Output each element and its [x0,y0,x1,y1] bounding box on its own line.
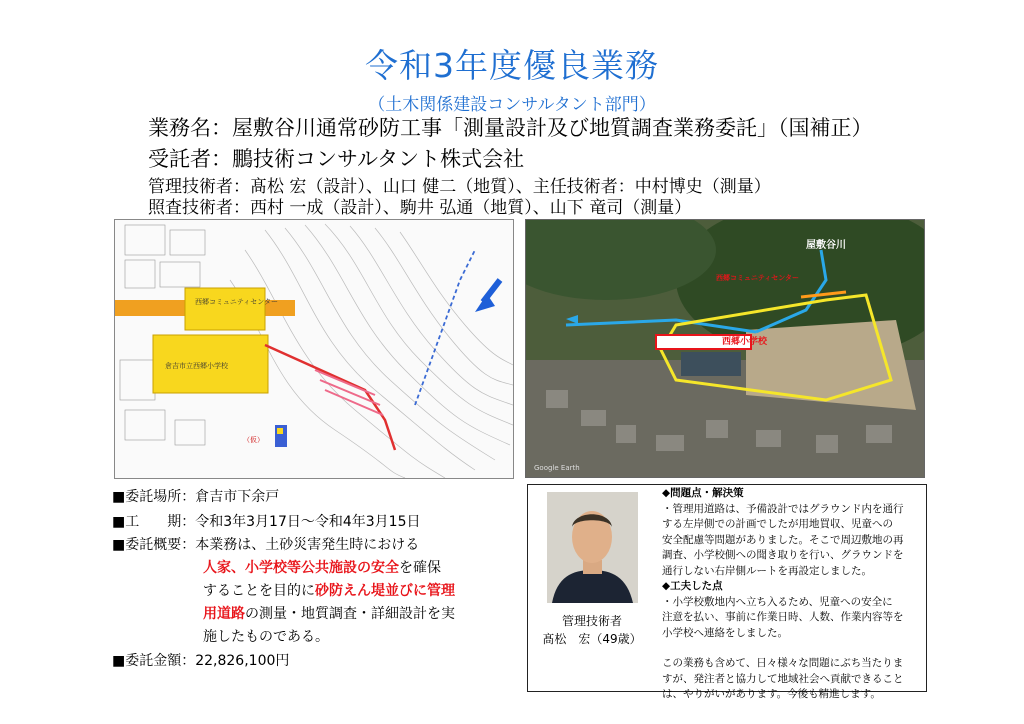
problems-line: する左岸側での計画でしたが用地買収、児童への [662,518,893,530]
overview-highlight-safety: 人家、小学校等公共施設の安全 [203,560,399,576]
map-label-school: 倉吉市立西郷小学校 [165,362,228,370]
aerial-label-river: 屋敷谷川 [806,240,846,251]
checkers: 照査技術者：西村 一成（設計）、駒井 弘通（地質）、山下 竜司（測量） [148,198,692,218]
panel-text [662,486,924,703]
ideas-line: 小学校へ連絡をしました。 [662,626,788,639]
aerial-photo [525,219,925,478]
overview-text-tail2: を確保 [399,560,441,576]
info-amount: ■委託金額：22,826,100円 [112,653,290,669]
overview-text-tail4: の測量・地質調査・詳細設計を実 [245,606,455,622]
closing-line: すが、発注者と協力して地域社会へ貢献できること [662,672,904,685]
site-plan-map [114,219,514,479]
map-label-plan: （仮） [243,436,264,444]
problems-line: 安全配慮等問題がありました。そこで周辺敷地の再 [662,533,904,546]
managers: 管理技術者：髙松 宏（設計）、山口 健二（地質）、主任技術者：中村博史（測量） [148,177,771,197]
closing-line: は、やりがいがあります。今後も精進します。 [662,688,881,700]
info-overview-line4 [203,603,455,623]
caption-role: 管理技術者 [561,614,622,628]
page-title: 令和3年度優良業務 [365,46,659,85]
page-subtitle: （土木関係建設コンサルタント部門） [368,95,656,115]
problems-line: 調査、小学校側への聞き取りを行い、グラウンドを [662,549,904,561]
info-period: ■工 期：令和3年3月17日～令和4年3月15日 [112,514,421,530]
overview-text-head3: することを目的に [203,583,315,599]
aerial-label-center: 西郷コミュニティセンター [716,274,800,282]
aerial-label-school: 西郷小学校 [722,337,768,347]
project-name: 業務名：屋敷谷川通常砂防工事「測量設計及び地質調査業務委託」（国補正） [148,116,873,140]
ideas-line: ・小学校敷地内へ立ち入るため、児童への安全に [662,595,893,608]
info-overview-line3 [203,580,455,600]
heading-ideas: ◆工夫した点 [662,580,723,592]
closing-line: この業務も含めて、日々様々な問題にぶち当たりま [662,657,904,669]
info-overview-line5: 施したものである。 [203,629,329,645]
info-overview-line2 [203,557,441,577]
overview-highlight-road: 用道路 [203,606,245,622]
problems-line: 通行しない右岸側ルートを再設定しました。 [662,564,872,577]
site-plan-drawing [115,220,513,478]
heading-problems: ◆問題点・解決策 [662,487,744,499]
aerial-watermark: Google Earth [534,464,580,472]
ideas-line: 注意を払い、事前に作業日時、人数、作業内容等を [662,611,904,623]
problems-line: ・管理用道路は、予備設計ではグラウンド内を通行 [662,502,904,515]
info-place: ■委託場所：倉吉市下余戸 [112,489,280,505]
engineer-photo [547,492,638,603]
caption-name: 髙松 宏（49歳） [542,632,642,646]
contractor: 受託者：鵬技術コンサルタント株式会社 [148,147,525,171]
aerial-photo-drawing [526,220,924,477]
map-label-community-center: 西郷コミュニティセンター [195,298,279,306]
overview-highlight-dam: 砂防えん堤並びに管理 [315,583,455,599]
info-overview-line1: ■委託概要：本業務は、土砂災害発生時における [112,537,420,553]
